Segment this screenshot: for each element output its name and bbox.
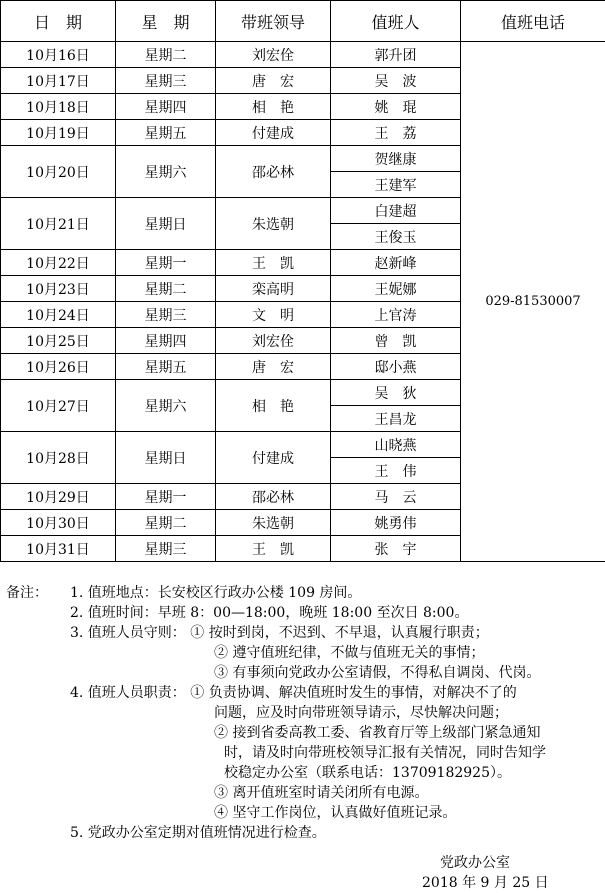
note-line: ② 接到省委高教工委、省教育厅等上级部门紧急通知 bbox=[214, 725, 541, 741]
date-cell: 10月19日 bbox=[1, 120, 116, 146]
staff-cell: 吴 狄 bbox=[331, 380, 461, 406]
note-line: ④ 坚守工作岗位，认真做好值班记录。 bbox=[214, 805, 457, 821]
weekday-cell: 星期四 bbox=[116, 328, 216, 354]
weekday-cell: 星期五 bbox=[116, 354, 216, 380]
staff-cell: 姚 琨 bbox=[331, 94, 461, 120]
date-cell: 10月20日 bbox=[1, 146, 116, 198]
note-line: 校稳定办公室（联系电话：13709182925）。 bbox=[224, 765, 511, 781]
leader-cell: 朱选朝 bbox=[216, 198, 331, 250]
leader-cell: 栾高明 bbox=[216, 276, 331, 302]
date-cell: 10月28日 bbox=[1, 432, 116, 484]
leader-cell: 刘宏佺 bbox=[216, 328, 331, 354]
staff-cell: 郭升团 bbox=[331, 42, 461, 68]
weekday-cell: 星期二 bbox=[116, 276, 216, 302]
staff-cell: 山晓燕 bbox=[331, 432, 461, 458]
weekday-cell: 星期三 bbox=[116, 302, 216, 328]
leader-cell: 邵必林 bbox=[216, 146, 331, 198]
date-cell: 10月26日 bbox=[1, 354, 116, 380]
weekday-cell: 星期三 bbox=[116, 536, 216, 562]
staff-cell: 王建军 bbox=[331, 172, 461, 198]
staff-cell: 王昌龙 bbox=[331, 406, 461, 432]
leader-cell: 王 凯 bbox=[216, 536, 331, 562]
weekday-cell: 星期六 bbox=[116, 380, 216, 432]
leader-cell: 朱选朝 bbox=[216, 510, 331, 536]
staff-cell: 上官涛 bbox=[331, 302, 461, 328]
date-cell: 10月31日 bbox=[1, 536, 116, 562]
weekday-cell: 星期三 bbox=[116, 68, 216, 94]
leader-cell: 文 明 bbox=[216, 302, 331, 328]
weekday-cell: 星期二 bbox=[116, 510, 216, 536]
weekday-cell: 星期五 bbox=[116, 120, 216, 146]
date-cell: 10月21日 bbox=[1, 198, 116, 250]
note-line: 1. 值班地点：长安校区行政办公楼 109 房间。 bbox=[70, 585, 362, 601]
leader-cell: 相 艳 bbox=[216, 94, 331, 120]
leader-cell: 相 艳 bbox=[216, 380, 331, 432]
staff-cell: 赵新峰 bbox=[331, 250, 461, 276]
weekday-cell: 星期一 bbox=[116, 250, 216, 276]
note-line: 2. 值班时间：早班 8：00—18:00，晚班 18:00 至次日 8:00。 bbox=[70, 605, 469, 621]
staff-cell: 贺继康 bbox=[331, 146, 461, 172]
weekday-cell: 星期一 bbox=[116, 484, 216, 510]
date-cell: 10月29日 bbox=[1, 484, 116, 510]
staff-cell: 邸小燕 bbox=[331, 354, 461, 380]
leader-cell: 付建成 bbox=[216, 120, 331, 146]
leader-cell: 付建成 bbox=[216, 432, 331, 484]
staff-cell: 张 宇 bbox=[331, 536, 461, 562]
staff-cell: 马 云 bbox=[331, 484, 461, 510]
signature-date: 2018 年 9 月 25 日 bbox=[422, 875, 549, 891]
weekday-cell: 星期日 bbox=[116, 198, 216, 250]
weekday-cell: 星期二 bbox=[116, 42, 216, 68]
leader-cell: 唐 宏 bbox=[216, 68, 331, 94]
note-line: ③ 离开值班室时请关闭所有电源。 bbox=[214, 785, 429, 801]
date-cell: 10月23日 bbox=[1, 276, 116, 302]
weekday-cell: 星期日 bbox=[116, 432, 216, 484]
staff-cell: 王俊玉 bbox=[331, 224, 461, 250]
leader-cell: 刘宏佺 bbox=[216, 42, 331, 68]
date-cell: 10月16日 bbox=[1, 42, 116, 68]
date-cell: 10月25日 bbox=[1, 328, 116, 354]
staff-cell: 曾 凯 bbox=[331, 328, 461, 354]
note-line: 4. 值班人员职责： ① 负责协调、解决值班时发生的事情，对解决不了的 bbox=[70, 685, 517, 701]
date-cell: 10月22日 bbox=[1, 250, 116, 276]
phone-cell: 029-81530007 bbox=[461, 42, 605, 562]
date-cell: 10月18日 bbox=[1, 94, 116, 120]
note-line: ② 遵守值班纪律，不做与值班无关的事情； bbox=[214, 645, 485, 661]
header-staff: 值班人 bbox=[331, 1, 461, 42]
weekday-cell: 星期六 bbox=[116, 146, 216, 198]
leader-cell: 王 凯 bbox=[216, 250, 331, 276]
date-cell: 10月30日 bbox=[1, 510, 116, 536]
header-weekday: 星 期 bbox=[116, 1, 216, 42]
date-cell: 10月27日 bbox=[1, 380, 116, 432]
table-body bbox=[1, 42, 605, 562]
table-header-row bbox=[1, 1, 605, 42]
note-line: ③ 有事须向党政办公室请假，不得私自调岗、代岗。 bbox=[214, 665, 541, 681]
header-phone: 值班电话 bbox=[461, 1, 605, 42]
note-line: 5. 党政办公室定期对值班情况进行检查。 bbox=[70, 825, 326, 841]
leader-cell: 唐 宏 bbox=[216, 354, 331, 380]
staff-cell: 白建超 bbox=[331, 198, 461, 224]
note-line: 3. 值班人员守则： ① 按时到岗，不迟到、不早退，认真履行职责； bbox=[70, 625, 489, 641]
date-cell: 10月17日 bbox=[1, 68, 116, 94]
signature-office: 党政办公室 bbox=[440, 855, 510, 871]
note-line: 问题，应及时向带班领导请示，尽快解决问题； bbox=[214, 705, 508, 721]
header-leader: 带班领导 bbox=[216, 1, 331, 42]
note-line: 时，请及时向带班校领导汇报有关情况，同时告知学 bbox=[224, 745, 546, 761]
table-row bbox=[1, 42, 605, 68]
date-cell: 10月24日 bbox=[1, 302, 116, 328]
staff-cell: 王 荔 bbox=[331, 120, 461, 146]
notes-label: 备注： bbox=[6, 585, 48, 601]
staff-cell: 王 伟 bbox=[331, 458, 461, 484]
leader-cell: 邵必林 bbox=[216, 484, 331, 510]
staff-cell: 王妮娜 bbox=[331, 276, 461, 302]
weekday-cell: 星期四 bbox=[116, 94, 216, 120]
header-date: 日 期 bbox=[1, 1, 116, 42]
staff-cell: 吴 波 bbox=[331, 68, 461, 94]
staff-cell: 姚勇伟 bbox=[331, 510, 461, 536]
